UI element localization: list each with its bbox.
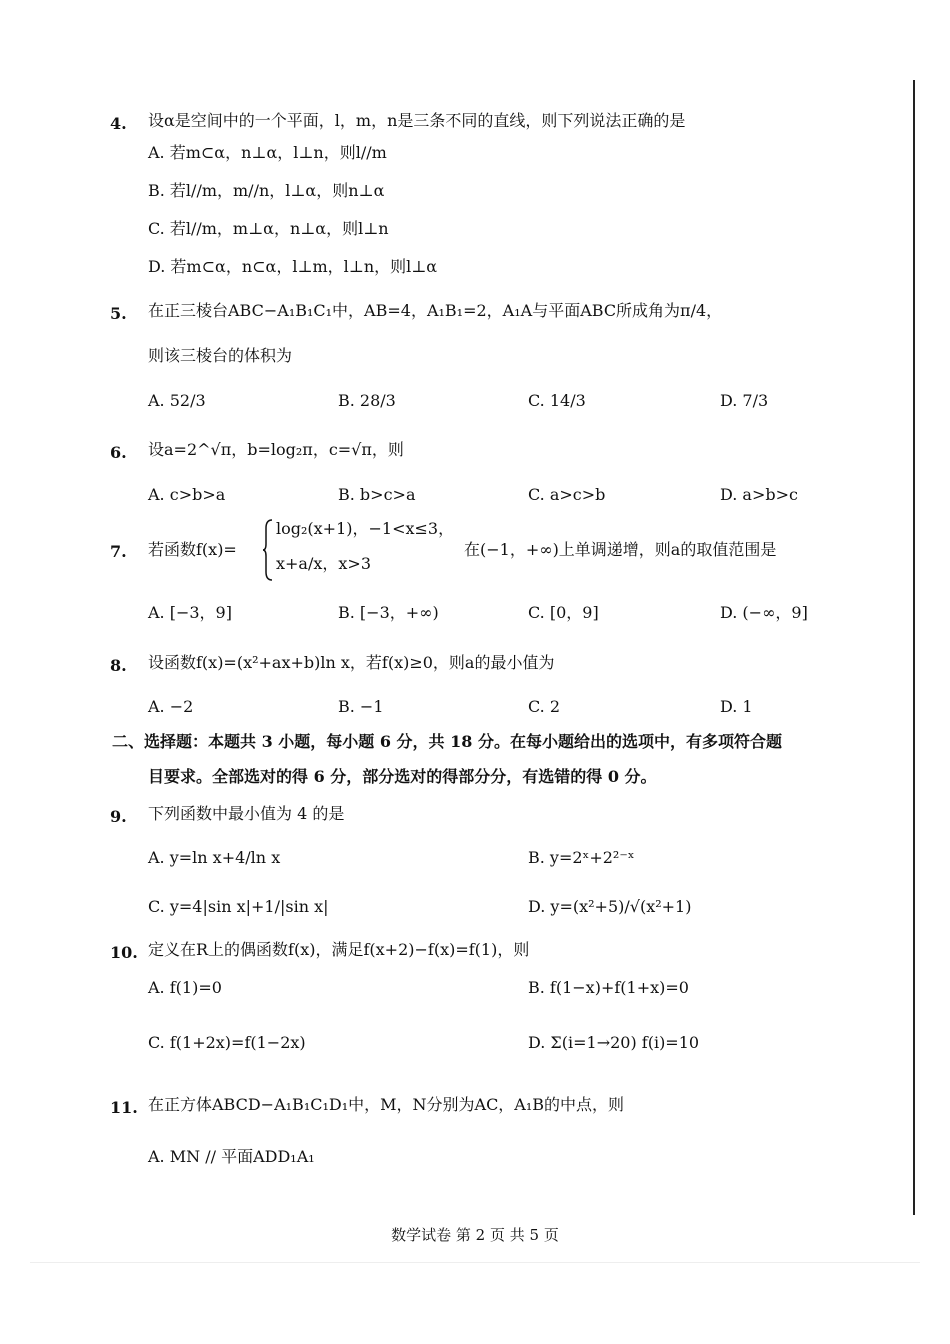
section-2-heading: 二、选择题：本题共 3 小题，每小题 6 分，共 18 分。在每小题给出的选项中，有多项符合题: [112, 732, 782, 751]
q10-option-c: C. f(1+2x)=f(1−2x): [148, 1033, 306, 1052]
q9-option-a: A. y=ln x+4/ln x: [148, 848, 281, 867]
q5-option-d: D. 7/3: [720, 391, 769, 410]
q4-stem: 设α是空间中的一个平面，l，m，n是三条不同的直线，则下列说法正确的是: [148, 111, 686, 130]
q7-option-a: A. [−3，9]: [148, 603, 232, 622]
scan-bottom-line: [30, 1262, 920, 1263]
q11-number: 11.: [110, 1098, 138, 1117]
q8-number: 8.: [110, 656, 127, 675]
q11-option-a: A. MN // 平面ADD₁A₁: [148, 1147, 315, 1166]
q8-option-b: B. −1: [338, 697, 384, 716]
q9-option-c: C. y=4|sin x|+1/|sin x|: [148, 897, 329, 916]
q8-option-c: C. 2: [528, 697, 561, 716]
q7-option-b: B. [−3，+∞): [338, 603, 439, 622]
q6-stem: 设a=2^√π，b=log₂π，c=√π，则: [148, 440, 404, 459]
q6-option-a: A. c>b>a: [148, 485, 226, 504]
q5-number: 5.: [110, 304, 127, 323]
q7-stem: 若函数f(x)=: [148, 540, 237, 559]
page-footer: 数学试卷 第 2 页 共 5 页: [391, 1226, 559, 1244]
q10-option-a: A. f(1)=0: [148, 978, 222, 997]
q6-number: 6.: [110, 443, 127, 462]
q7-case-2: x+a/x，x>3: [276, 554, 371, 573]
q7-option-d: D. (−∞，9]: [720, 603, 808, 622]
q9-number: 9.: [110, 807, 127, 826]
q7-number: 7.: [110, 542, 127, 561]
q6-option-c: C. a>c>b: [528, 485, 606, 504]
section-2-heading-continued: 目要求。全部选对的得 6 分，部分选对的得部分分，有选错的得 0 分。: [148, 767, 657, 786]
q5-stem-continued: 则该三棱台的体积为: [148, 346, 293, 365]
q4-option-b: B. 若l//m，m//n，l⊥α，则n⊥α: [148, 181, 385, 200]
q9-stem: 下列函数中最小值为 4 的是: [148, 804, 345, 823]
q7-stem-tail: 在(−1，+∞)上单调递增，则a的取值范围是: [464, 540, 777, 559]
q4-option-a: A. 若m⊂α，n⊥α，l⊥n，则l//m: [148, 143, 387, 162]
q10-number: 10.: [110, 943, 138, 962]
q9-option-d: D. y=(x²+5)/√(x²+1): [528, 897, 692, 916]
q10-stem: 定义在R上的偶函数f(x)，满足f(x+2)−f(x)=f(1)，则: [148, 940, 530, 959]
q5-option-b: B. 28/3: [338, 391, 396, 410]
q4-option-d: D. 若m⊂α，n⊂α，l⊥m，l⊥n，则l⊥α: [148, 257, 438, 276]
q5-option-c: C. 14/3: [528, 391, 586, 410]
q4-number: 4.: [110, 114, 127, 133]
q10-option-d: D. Σ(i=1→20) f(i)=10: [528, 1033, 700, 1052]
q7-option-c: C. [0，9]: [528, 603, 599, 622]
q9-option-b: B. y=2ˣ+2²⁻ˣ: [528, 848, 635, 867]
q8-stem: 设函数f(x)=(x²+ax+b)ln x，若f(x)≥0，则a的最小值为: [148, 653, 555, 672]
q6-option-b: B. b>c>a: [338, 485, 416, 504]
q7-piecewise-brace: [262, 518, 274, 582]
q6-option-d: D. a>b>c: [720, 485, 798, 504]
q5-option-a: A. 52/3: [148, 391, 206, 410]
scan-edge-line: [913, 80, 915, 1215]
q8-option-d: D. 1: [720, 697, 753, 716]
q10-option-b: B. f(1−x)+f(1+x)=0: [528, 978, 689, 997]
q11-stem: 在正方体ABCD−A₁B₁C₁D₁中，M，N分别为AC，A₁B的中点，则: [148, 1095, 625, 1114]
q7-case-1: log₂(x+1)，−1<x≤3，: [276, 519, 455, 538]
q8-option-a: A. −2: [148, 697, 194, 716]
q5-stem: 在正三棱台ABC−A₁B₁C₁中，AB=4，A₁B₁=2，A₁A与平面ABC所成角为π/4，: [148, 301, 723, 320]
q4-option-c: C. 若l//m，m⊥α，n⊥α，则l⊥n: [148, 219, 389, 238]
